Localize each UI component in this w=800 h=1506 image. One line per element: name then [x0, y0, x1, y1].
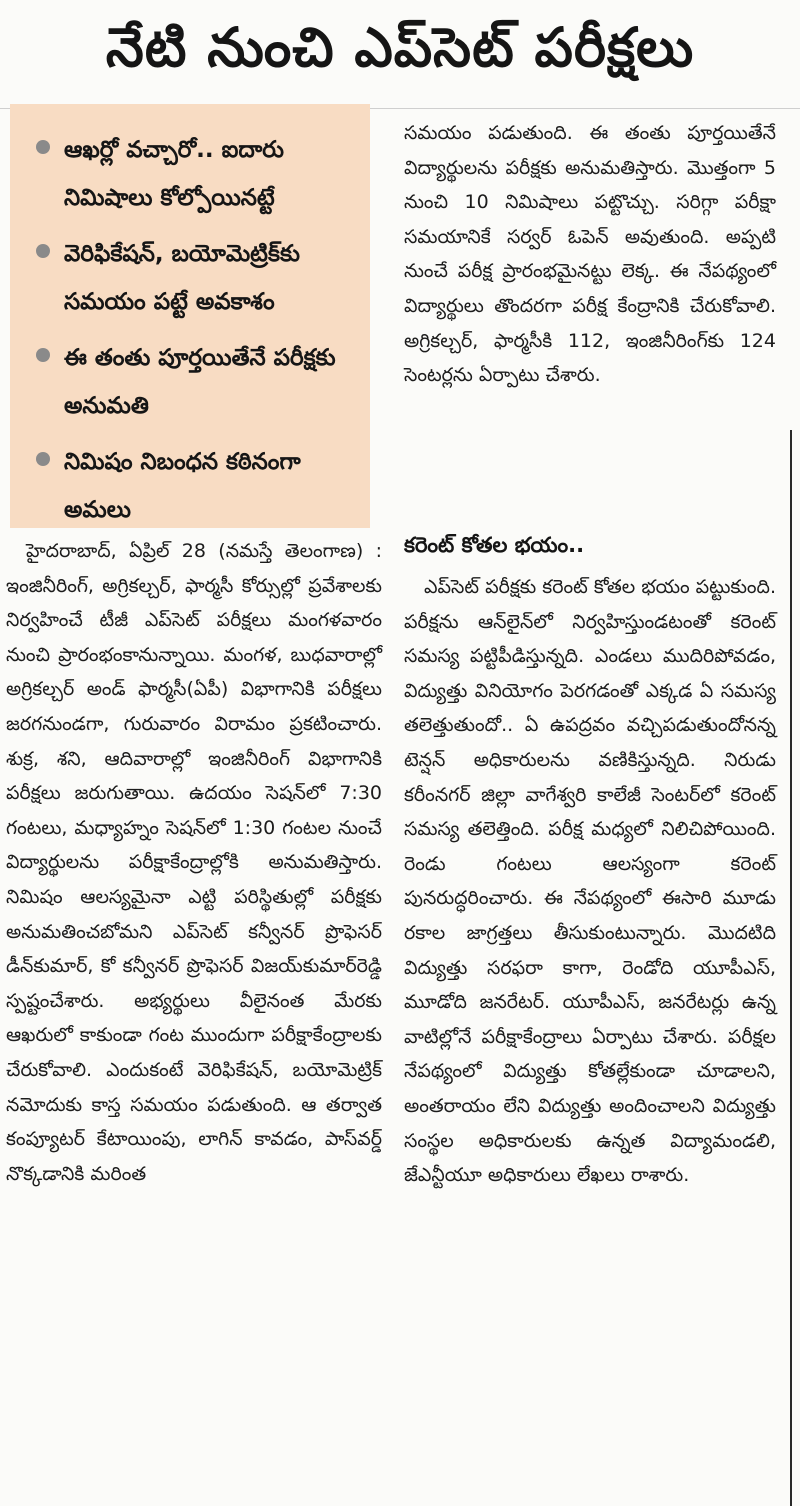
headline: నేటి నుంచి ఎప్‌సెట్‌ పరీక్షలు: [0, 0, 800, 109]
article-paragraph: సమయం పడుతుంది. ఈ తంతు పూర్తయితేనే విద్యార్థులను పరీక్షకు అనుమతిస్తారు. మొత్తంగా 5 నుంచి 10 నిమిషాలు పట్టొచ్చు. సరిగ్గా పరీక్షా సమయానికే సర్వర్‌ ఓపెన్‌ అవుతుంది. అప్పటి నుంచే పరీక్ష ప్రారంభమైనట్టు లెక్క. ఈ నేపథ్యంలో విద్యార్థులు తొందరగా పరీక్ష కేంద్రానికి చేరుకోవాలి. అగ్రికల్చర్‌, ఫార్మసీకి 112, ఇంజినీరింగ్‌కు 124 సెంటర్లను ఏర్పాటు చేశారు.: [404, 122, 776, 387]
article-body-right-column-bottom: [404, 570, 776, 1193]
highlight-item: [36, 438, 370, 534]
highlight-text: వెరిఫికేషన్‌, బయోమెట్రిక్‌కు సమయం పట్టే అవకాశం: [64, 241, 300, 315]
highlight-item: [36, 334, 370, 430]
bullet-icon: [36, 452, 50, 466]
highlight-item: [36, 230, 370, 326]
article-body-right-column-top: [404, 116, 776, 393]
highlights-list: [10, 104, 370, 534]
highlight-item: [36, 126, 370, 222]
column-divider: [790, 430, 792, 1506]
bullet-icon: [36, 348, 50, 362]
highlight-text: ఆఖర్లో వచ్చారో.. ఐదారు నిమిషాలు కోల్పోయినట్టే: [64, 137, 284, 211]
article-paragraph: హైదరాబాద్‌, ఏప్రిల్‌ 28 (నమస్తే తెలంగాణ) : ఇంజినీరింగ్‌, అగ్రికల్చర్‌, ఫార్మసీ కోర్సుల్లో ప్రవేశాలకు నిర్వహించే టీజీ ఎప్‌సెట్‌ పరీక్షలు మంగళవారం నుంచి ప్రారంభంకానున్నాయి. మంగళ, బుధవారాల్లో అగ్రికల్చర్‌ అండ్‌ ఫార్మసీ(ఏపీ) విభాగానికి పరీక్షలు జరగనుండగా, గురువారం విరామం ప్రకటించారు. శుక్ర, శని, ఆదివారాల్లో ఇంజినీరింగ్‌ విభాగానికి పరీక్షలు జరుగుతాయి. ఉదయం సెషన్‌లో 7:30 గంటలు, మధ్యాహ్నం సెషన్‌లో 1:30 గంటల నుంచే విద్యార్థులను పరీక్షాకేంద్రాల్లోకి అనుమతిస్తారు. నిమిషం ఆలస్యమైనా ఎట్టి పరిస్థితుల్లో పరీక్షకు అనుమతించబోమని ఎప్‌సెట్‌ కన్వీనర్‌ ప్రొఫెసర్‌ డీన్‌కుమార్‌, కో కన్వీనర్‌ ప్రొఫెసర్‌ విజయ్‌కుమార్‌రెడ్డి స్పష్టంచేశారు. అభ్యర్థులు వీలైనంత మేరకు ఆఖరులో కాకుండా గంట ముందుగా పరీక్షాకేంద్రాలకు చేరుకోవాలి. ఎందుకంటే వెరిఫికేషన్‌, బయోమెట్రిక్‌ నమోదుకు కాస్త సమయం పడుతుంది. ఆ తర్వాత కంప్యూటర్‌ కేటాయింపు, లాగిన్‌ కావడం, పాస్‌వర్డ్‌ నొక్కడానికి మరింత: [6, 540, 382, 1185]
highlight-text: నిమిషం నిబంధన కఠినంగా అమలు: [64, 449, 301, 523]
article-paragraph: ఎప్‌సెట్‌ పరీక్షకు కరెంట్‌ కోతల భయం పట్టుకుంది. పరీక్షను ఆన్‌లైన్‌లో నిర్వహిస్తుండటంతో కరెంట్‌ సమస్య పట్టిపీడిస్తున్నది. ఎండలు ముదిరిపోవడం, విద్యుత్తు వినియోగం పెరగడంతో ఎక్కడ ఏ సమస్య తలెత్తుతుందో.. ఏ ఉపద్రవం వచ్చిపడుతుందోనన్న టెన్షన్‌ అధికారులను వణికిస్తున్నది. నిరుడు కరీంనగర్‌ జిల్లా వాగేశ్వరి కాలేజీ సెంటర్‌లో కరెంట్‌ సమస్య తలెత్తింది. పరీక్ష మధ్యలో నిలిచిపోయింది. రెండు గంటలు ఆలస్యంగా కరెంట్‌ పునరుద్ధరించారు. ఈ నేపథ్యంలో ఈసారి మూడు రకాల జాగ్రత్తలు తీసుకుంటున్నారు. మొదటిది విద్యుత్తు సరఫరా కాగా, రెండోది యూపీఎస్‌, మూడోది జనరేటర్‌. యూపీఎస్‌, జనరేటర్లు ఉన్న వాటిల్లోనే పరీక్షాకేంద్రాలు ఏర్పాటు చేశారు. పరీక్షల నేపథ్యంలో విద్యుత్తు కోతల్లేకుండా చూడాలని, అంతరాయం లేని విద్యుత్తు అందించాలని విద్యుత్తు సంస్థల అధికారులకు ఉన్నత విద్యామండలి, జేఎన్టీయూ అధికారులు లేఖలు రాశారు.: [404, 576, 776, 1187]
section-subheading: కరెంట్‌ కోతల భయం..: [404, 533, 585, 557]
bullet-icon: [36, 244, 50, 258]
bullet-icon: [36, 140, 50, 154]
article-body-left-column: [6, 534, 382, 1191]
highlights-box: [10, 104, 370, 528]
highlight-text: ఈ తంతు పూర్తయితేనే పరీక్షకు అనుమతి: [64, 345, 336, 419]
